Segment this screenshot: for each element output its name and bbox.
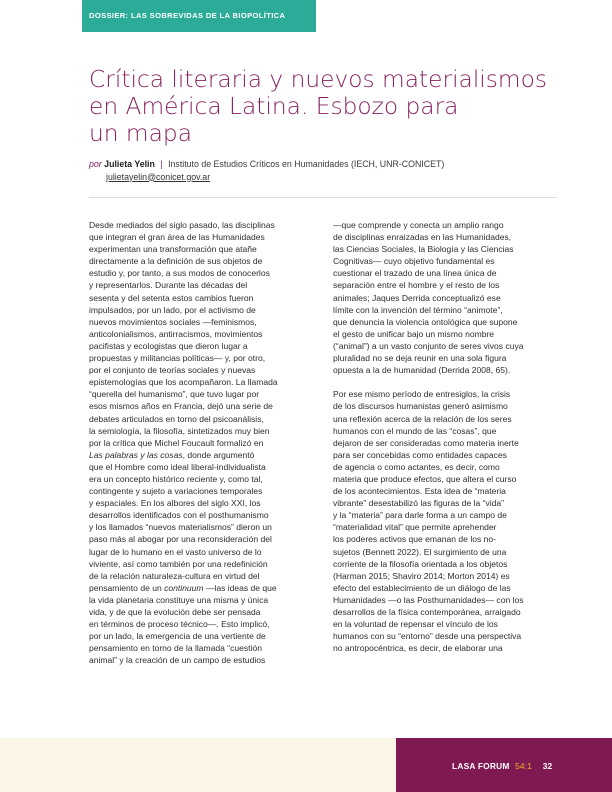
footer-page-number: 32: [542, 761, 553, 771]
dossier-tag: DOSSIER: LAS SOBREVIDAS DE LA BIOPOLÍTICA: [82, 0, 316, 32]
text-line: “materialidad vital” que permite aprehender: [333, 522, 497, 533]
footer-publication: LASA FORUM: [452, 761, 510, 771]
text-line: materia que produce efectos, que altera el curso: [333, 473, 517, 484]
text-line: Humanidades —o las Posthumanidades— con los: [333, 594, 524, 605]
body-column-right: [333, 219, 563, 654]
text-line: que denuncia la violencia ontológica que supone: [333, 316, 518, 327]
text-line: epistemologías que los acompañaron. La llamada: [89, 377, 278, 388]
italic-text: continuum: [164, 582, 204, 593]
text-line: humanos con su “entorno” desde una perspectiva: [333, 631, 522, 642]
text-line: y representarlos. Durante las décadas del: [89, 280, 248, 291]
text-line: de los discursos humanistas generó asimismo: [333, 401, 508, 412]
text-line: y los llamados “nuevos materialismos” dieron un: [89, 522, 272, 533]
text-line: Desde mediados del siglo pasado, las disciplinas: [89, 220, 275, 230]
text-line: debates articulados en torno del psicoanálisis,: [89, 413, 264, 424]
text-line: viviente, así como también por una redefinición: [89, 558, 268, 569]
text-line: las Ciencias Sociales, la Biología y las Ciencias: [333, 244, 514, 255]
text-line: desarrollos identificados con el posthumanismo: [89, 510, 269, 521]
text-line: era un concepto histórico reciente y, como tal,: [89, 473, 263, 484]
text-line: pacifistas y ecologistas que dieron lugar a: [89, 340, 248, 351]
text-line: en términos de proceso técnico—. Esto implicó,: [89, 619, 270, 630]
text-line: “querella del humanismo”, que tuvo lugar por: [89, 389, 260, 400]
text-line: sesenta y del setenta estos cambios fueron: [89, 292, 254, 303]
byline: [89, 158, 559, 183]
text-line: impulsados, por un lado, por el activismo de: [89, 304, 256, 315]
text-line: y la “materia” para darle forma a un campo de: [333, 510, 507, 521]
text-line: directamente a la definición de sus objetos de: [89, 256, 263, 267]
text-line: la vida planetaria constituye una misma y única: [89, 594, 269, 605]
byline-separator: |: [160, 159, 163, 169]
title-line: un mapa: [89, 120, 192, 147]
text-line: para ser concebidas como entidades capaces: [333, 449, 507, 460]
text-line: que el Hombre como ideal liberal-individualista: [89, 461, 266, 472]
author-affiliation: Instituto de Estudios Críticos en Humanidades (IECH, UNR-CONICET): [168, 159, 445, 169]
text-line: Cognitivas— cuyo objetivo fundamental es: [333, 256, 495, 267]
text-line: por un lado, la emergencia de una vertiente de: [89, 631, 266, 642]
text-line: —que comprende y conecta un amplio rango: [333, 220, 504, 230]
text-line: propuestas y militancias políticas— y, por otro,: [89, 353, 266, 364]
text-line: de disciplinas enraizadas en las Humanidades,: [333, 232, 512, 243]
text-line: experimentan una transformación que atañe: [89, 244, 257, 255]
text-line: paso más al abogar por una reconsideración del: [89, 534, 272, 545]
text-line: animales; Jaques Derrida conceptualizó ese: [333, 292, 501, 303]
text-line: (Harman 2015; Shaviro 2014; Morton 2014) es: [333, 570, 510, 581]
title-line: en América Latina. Esbozo para: [89, 93, 459, 120]
text-line: sujetos (Bennett 2022). El surgimiento de una: [333, 546, 507, 557]
text-line: la semiología, la filosofía, sintetizados muy bien: [89, 425, 270, 436]
footer-box: [396, 738, 612, 792]
text-line: límite con la invención del término “animote”,: [333, 304, 503, 315]
text-line: de la relación naturaleza-cultura en virtud del: [89, 570, 260, 581]
text-line: contingente y sujeto a variaciones temporales: [89, 486, 263, 497]
text-line: nuevos movimientos sociales —feminismos,: [89, 316, 257, 327]
text-line: una reflexión acerca de la relación de los seres: [333, 413, 512, 424]
text-line: separación entre el hombre y el resto de los: [333, 280, 500, 291]
text-line: corriente de la filosofía orientada a los objetos: [333, 558, 508, 569]
author-email-link[interactable]: julietayelin@conicet.gov.ar: [106, 171, 211, 182]
text-line: de los acontecimientos. Esta idea de “materia: [333, 486, 506, 497]
header-divider: [89, 197, 557, 198]
byline-by: por: [89, 159, 102, 169]
text-line: dejaron de ser consideradas como materia inerte: [333, 437, 519, 448]
text-line: pensamiento de un continuum —las ideas de que: [89, 582, 277, 593]
text-line: opuesta a la de humanidad (Derrida 2008, 65).: [333, 365, 511, 376]
text-line: lugar de lo humano en el vasto universo de lo: [89, 546, 262, 557]
author-name: Julieta Yelin: [104, 159, 155, 169]
text-line: animal” y la creación de un campo de estudios: [89, 655, 266, 666]
body-column-left: [89, 219, 319, 666]
text-line: por la crítica que Michel Foucault formalizó en: [89, 437, 264, 448]
text-line: Por ese mismo período de entresiglos, la crisis: [333, 389, 511, 400]
text-line: el gesto de unificar bajo un mismo nombre: [333, 328, 495, 339]
text-line: no antropocéntrica, es decir, de elaborar una: [333, 643, 503, 654]
text-line: desarrollos de la física contemporánea, arraigado: [333, 607, 521, 617]
text-line: estudio y, por tanto, a sus modos de conocerlos: [89, 268, 270, 279]
italic-text: Las palabras y las cosas: [89, 449, 183, 460]
text-line: (“animal”) a un vasto conjunto de seres vivos cuya: [333, 340, 524, 351]
footer-volume: 54:1: [515, 761, 533, 771]
text-line: pluralidad no se deja reunir en una sola figura: [333, 353, 507, 364]
text-line: humanos con el mundo de las “cosas”, que: [333, 425, 497, 436]
article-title: [89, 66, 559, 147]
text-line: efecto del establecimiento de un diálogo de las: [333, 582, 511, 593]
text-line: los poderes activos que emanan de los no-: [333, 534, 496, 545]
title-line: Crítica literaria y nuevos materialismos: [89, 66, 547, 93]
text-line: pensamiento en torno de la llamada “cuestión: [89, 643, 262, 654]
text-line: de agencia o como actantes, es decir, como: [333, 461, 500, 472]
text-line: Las palabras y las cosas, donde argumentó: [89, 449, 255, 460]
text-line: esos mismos años en Francia, dejó una serie de: [89, 401, 273, 412]
text-line: anticolonialismos, antirracismos, movimientos: [89, 328, 263, 339]
text-line: vida, y de que la evolución debe ser pensada: [89, 607, 261, 617]
paragraph-gap: [333, 376, 563, 388]
text-line: y espaciales. En los albores del siglo XXI, los: [89, 498, 261, 509]
text-line: vibrante” desestabilizó las figuras de la “vida”: [333, 498, 505, 509]
footer-band: [0, 738, 396, 792]
text-line: que integran el gran área de las Humanidades: [89, 232, 265, 243]
text-line: en la voluntad de repensar el vínculo de los: [333, 619, 498, 630]
text-line: cuestionar el trazado de una línea única de: [333, 268, 497, 279]
text-line: por el conjunto de teorías sociales y nuevas: [89, 365, 256, 376]
